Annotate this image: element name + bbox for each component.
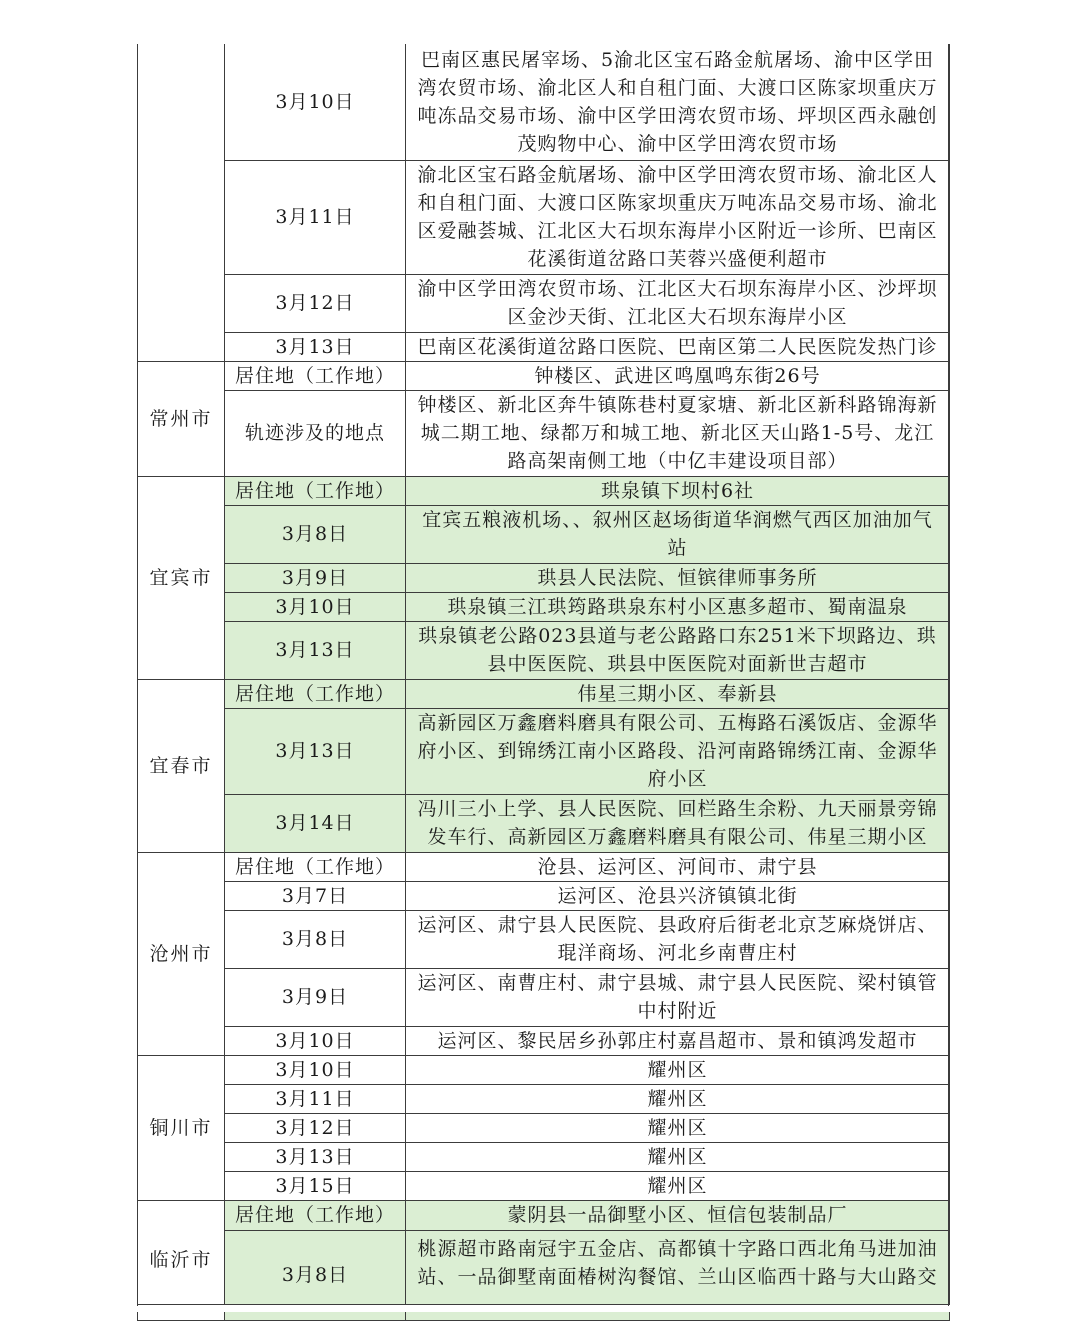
- table-row: [138, 679, 950, 708]
- date-cell: 3月9日: [225, 563, 406, 592]
- places-cell: 桃源超市路南冠宇五金店、高都镇十字路口西北角马进加油站、一品御墅南面椿树沟餐馆、兰山区临西十路与大山路交: [406, 1230, 950, 1320]
- trajectory-label: 轨迹涉及的地点: [225, 390, 406, 476]
- places-cell: 巴南区花溪街道岔路口医院、巴南区第二人民医院发热门诊: [406, 332, 950, 361]
- date-cell: 3月8日: [225, 910, 406, 968]
- city-cell: 宜宾市: [138, 476, 225, 679]
- trajectory-table-body: [138, 44, 950, 1320]
- date-cell: 3月10日: [225, 1055, 406, 1084]
- residence-label: 居住地（工作地）: [225, 361, 406, 390]
- places-cell: 运河区、南曹庄村、肃宁县城、肃宁县人民医院、梁村镇管中村附近: [406, 968, 950, 1026]
- places-cell: 蒙阴县一品御墅小区、恒信包装制品厂: [406, 1200, 950, 1230]
- residence-label: 居住地（工作地）: [225, 852, 406, 881]
- date-cell: 3月11日: [225, 160, 406, 274]
- places-cell: 冯川三小上学、县人民医院、回栏路生余粉、九天丽景旁锦发车行、高新园区万鑫磨料磨具有限公司、伟星三期小区: [406, 794, 950, 852]
- table-row: [138, 1171, 950, 1200]
- date-cell: 3月11日: [225, 1084, 406, 1113]
- table-row: [138, 332, 950, 361]
- trajectory-table: [137, 44, 950, 1321]
- date-cell: 3月13日: [225, 332, 406, 361]
- date-cell: 3月12日: [225, 274, 406, 332]
- residence-label: 居住地（工作地）: [225, 1200, 406, 1230]
- table-row: [138, 563, 950, 592]
- table-row: [138, 794, 950, 852]
- places-cell: 珙泉镇三江珙筠路珙泉东村小区惠多超市、蜀南温泉: [406, 592, 950, 621]
- table-row: [138, 910, 950, 968]
- places-cell: 宜宾五粮液机场、、叙州区赵场街道华润燃气西区加油加气站: [406, 505, 950, 563]
- places-cell: 运河区、黎民居乡孙郭庄村嘉昌超市、景和镇鸿发超市: [406, 1026, 950, 1055]
- table-row: [138, 274, 950, 332]
- city-cell: 临沂市: [138, 1200, 225, 1320]
- table-row: [138, 1113, 950, 1142]
- table-row: [138, 621, 950, 679]
- date-cell: 3月15日: [225, 1171, 406, 1200]
- table-row: [138, 592, 950, 621]
- places-cell: 珙泉镇下坝村6社: [406, 476, 950, 505]
- date-cell: 3月13日: [225, 708, 406, 794]
- table-row: [138, 1084, 950, 1113]
- date-cell: 3月8日: [225, 1230, 406, 1320]
- date-cell: 3月10日: [225, 1026, 406, 1055]
- places-cell: 耀州区: [406, 1084, 950, 1113]
- table-row: [138, 390, 950, 476]
- date-cell: 3月10日: [225, 44, 406, 160]
- city-cell: 常州市: [138, 361, 225, 476]
- table-left-border: [137, 44, 138, 1306]
- date-cell: 3月14日: [225, 794, 406, 852]
- table-row: [138, 1142, 950, 1171]
- city-cell: [138, 44, 225, 361]
- city-cell: 宜春市: [138, 679, 225, 852]
- residence-label: 居住地（工作地）: [225, 679, 406, 708]
- table-row: [138, 708, 950, 794]
- places-cell: 珙泉镇老公路023县道与老公路路口东251米下坝路边、珙县中医医院、珙县中医医院对面新世吉超市: [406, 621, 950, 679]
- places-cell: 渝北区宝石路金航屠场、渝中区学田湾农贸市场、渝北区人和自租门面、大渡口区陈家坝重庆万吨冻品交易市场、渝北区爱融荟城、江北区大石坝东海岸小区附近一诊所、巴南区花溪街道岔路口芙蓉兴盛便利超市: [406, 160, 950, 274]
- page-top-margin: [0, 0, 1080, 44]
- places-cell: 渝中区学田湾农贸市场、江北区大石坝东海岸小区、沙坪坝区金沙天街、江北区大石坝东海岸小区: [406, 274, 950, 332]
- city-cell: 铜川市: [138, 1055, 225, 1200]
- table-row: [138, 476, 950, 505]
- table-row: [138, 160, 950, 274]
- date-cell: 3月10日: [225, 592, 406, 621]
- places-cell: 运河区、肃宁县人民医院、县政府后街老北京芝麻烧饼店、琨洋商场、河北乡南曹庄村: [406, 910, 950, 968]
- places-cell: 钟楼区、新北区奔牛镇陈巷村夏家塘、新北区新科路锦海新城二期工地、绿都万和城工地、新北区天山路1-5号、龙江路高架南侧工地（中亿丰建设项目部）: [406, 390, 950, 476]
- places-cell: 珙县人民法院、恒镔律师事务所: [406, 563, 950, 592]
- table-row: [138, 852, 950, 881]
- places-cell: 沧县、运河区、河间市、肃宁县: [406, 852, 950, 881]
- date-cell: 3月9日: [225, 968, 406, 1026]
- places-cell: 钟楼区、武进区鸣凰鸣东街26号: [406, 361, 950, 390]
- places-cell: 巴南区惠民屠宰场、5渝北区宝石路金航屠场、渝中区学田湾农贸市场、渝北区人和自租门面、大渡口区陈家坝重庆万吨冻品交易市场、渝中区学田湾农贸市场、坪坝区西永融创茂购物中心、渝中区学田湾农贸市场: [406, 44, 950, 160]
- places-cell: 高新园区万鑫磨料磨具有限公司、五梅路石溪饭店、金源华府小区、到锦绣江南小区路段、沿河南路锦绣江南、金源华府小区: [406, 708, 950, 794]
- table-right-border: [948, 44, 949, 1306]
- page-bottom-margin: [0, 1305, 1080, 1312]
- date-cell: 3月7日: [225, 881, 406, 910]
- date-cell: 3月13日: [225, 621, 406, 679]
- table-row: [138, 1200, 950, 1230]
- residence-label: 居住地（工作地）: [225, 476, 406, 505]
- places-cell: 耀州区: [406, 1055, 950, 1084]
- date-cell: 3月12日: [225, 1113, 406, 1142]
- table-bottom-border: [137, 1304, 949, 1305]
- table-row: [138, 1026, 950, 1055]
- table-row: [138, 44, 950, 160]
- table-row: [138, 361, 950, 390]
- date-cell: 3月13日: [225, 1142, 406, 1171]
- city-cell: 沧州市: [138, 852, 225, 1055]
- table-row: [138, 1055, 950, 1084]
- places-cell: 运河区、沧县兴济镇镇北街: [406, 881, 950, 910]
- places-cell: 伟星三期小区、奉新县: [406, 679, 950, 708]
- table-row: [138, 968, 950, 1026]
- table-row: [138, 881, 950, 910]
- table-row: [138, 505, 950, 563]
- date-cell: 3月8日: [225, 505, 406, 563]
- places-cell: 耀州区: [406, 1171, 950, 1200]
- places-cell: 耀州区: [406, 1113, 950, 1142]
- places-cell: 耀州区: [406, 1142, 950, 1171]
